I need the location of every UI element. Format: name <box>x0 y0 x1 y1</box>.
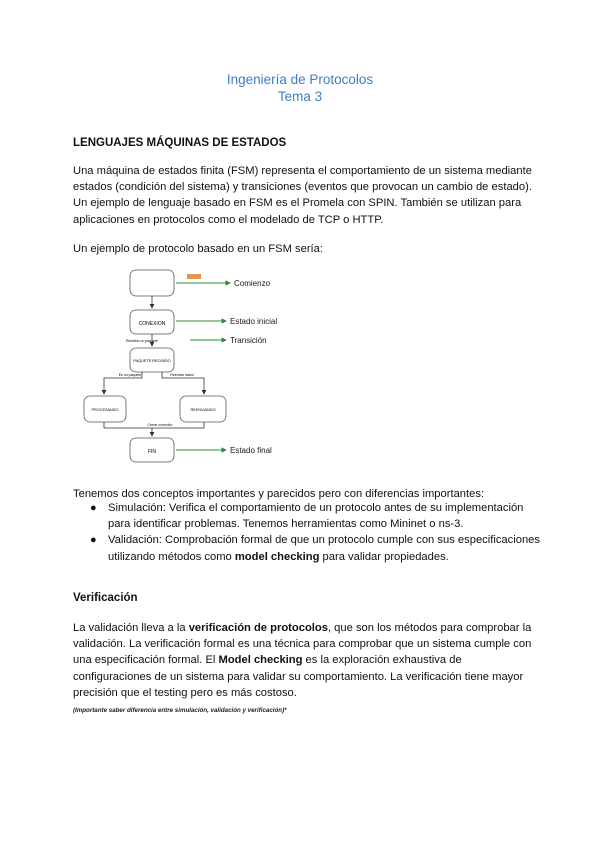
bullet-validacion-bold: model checking <box>234 550 320 563</box>
section-heading-lenguajes: LENGUAJES MÁQUINAS DE ESTADOS <box>73 137 287 149</box>
edge-label-top: Recibido un paquete <box>125 339 159 343</box>
section-heading-verificacion: Verificación <box>73 592 138 604</box>
paragraph-concepts-intro: Tenemos dos conceptos importantes y parecidos pero con diferencias importantes: <box>73 488 485 500</box>
verificacion-text-c: , que son los métodos para comprobar la validación. La verificación formal es una técnica para comprobar que un sistema cumple con una especificación formal. El <box>73 622 532 667</box>
paragraph-fsm-example: Un ejemplo de protocolo basado en un FSM sería: <box>73 243 323 255</box>
state-right-label: REENVIANDO <box>190 408 216 412</box>
state-fin <box>130 438 174 462</box>
paragraph-fsm-intro: Una máquina de estados finita (FSM) representa el comportamiento de un sistema mediante estados (condición del sistema) y transiciones (eventos que provocan un cambio de estado). Un ejemplo de lenguaje basado en FSM es el Promela con SPIN. También se utilizan para aplicaciones en protocolos como el modelado de TCP o HTTP. <box>73 165 532 226</box>
list-item <box>73 500 543 532</box>
state-left <box>84 396 126 422</box>
edge-label-left: Es un paquete <box>118 373 142 377</box>
annotation-transicion: Transición <box>230 336 267 345</box>
page-title <box>0 71 600 105</box>
verificacion-bold-d: Model checking <box>218 654 303 667</box>
start-state <box>130 270 174 296</box>
bullet-icon: ● <box>90 534 97 547</box>
annotation-comienzo: Comienzo <box>234 279 271 288</box>
state-paquete <box>130 348 174 372</box>
paragraph-verificacion <box>73 620 535 701</box>
bullet-validacion-prefix: Validación: Comprobación formal de que un protocolo cumple con sus especificaciones utilizando métodos como <box>108 534 540 563</box>
bullet-validacion-suffix: para validar propiedades. <box>319 550 449 563</box>
verificacion-text-e: es la exploración exhaustiva de configuraciones de un sistema para validar su comportamiento. La verificación tiene mayor precisión que el testing pero es más costoso. <box>73 654 524 699</box>
verificacion-bold-b: verificación de protocolos <box>188 622 328 634</box>
fsm-diagram <box>80 262 300 472</box>
state-fin-label: FIN <box>147 449 157 455</box>
verificacion-text-a: La validación lleva a la <box>73 622 189 634</box>
title-line-1: Ingeniería de Protocolos <box>226 72 374 87</box>
state-left-label: PROCESANDO <box>91 408 119 412</box>
state-conexion <box>130 310 174 334</box>
edge-label-bottom: Cerrar conexión <box>147 423 173 427</box>
list-item <box>73 532 543 564</box>
title-line-2: Tema 3 <box>277 89 323 104</box>
arrow-left-fin <box>104 422 152 436</box>
annotation-estado-inicial: Estado inicial <box>230 317 278 326</box>
edge-label-right: Reenviar datos <box>170 373 194 377</box>
state-paquete-label: PAQUETE RECIBIDO <box>133 359 171 363</box>
bullet-icon: ● <box>90 502 97 514</box>
bullet-simulacion-text: Simulación: Verifica el comportamiento de un protocolo antes de su implementación para identificar problemas. Tenemos herramientas como Mininet o ns-3. <box>108 502 524 531</box>
state-conexion-label: CONEXION <box>138 321 166 327</box>
state-right <box>180 396 226 422</box>
concepts-list <box>73 500 543 565</box>
annotation-estado-final: Estado final <box>230 446 272 455</box>
importance-note: (Importante saber diferencia entre simulación, validación y verificación)* <box>73 707 287 714</box>
logo-icon <box>187 274 201 279</box>
